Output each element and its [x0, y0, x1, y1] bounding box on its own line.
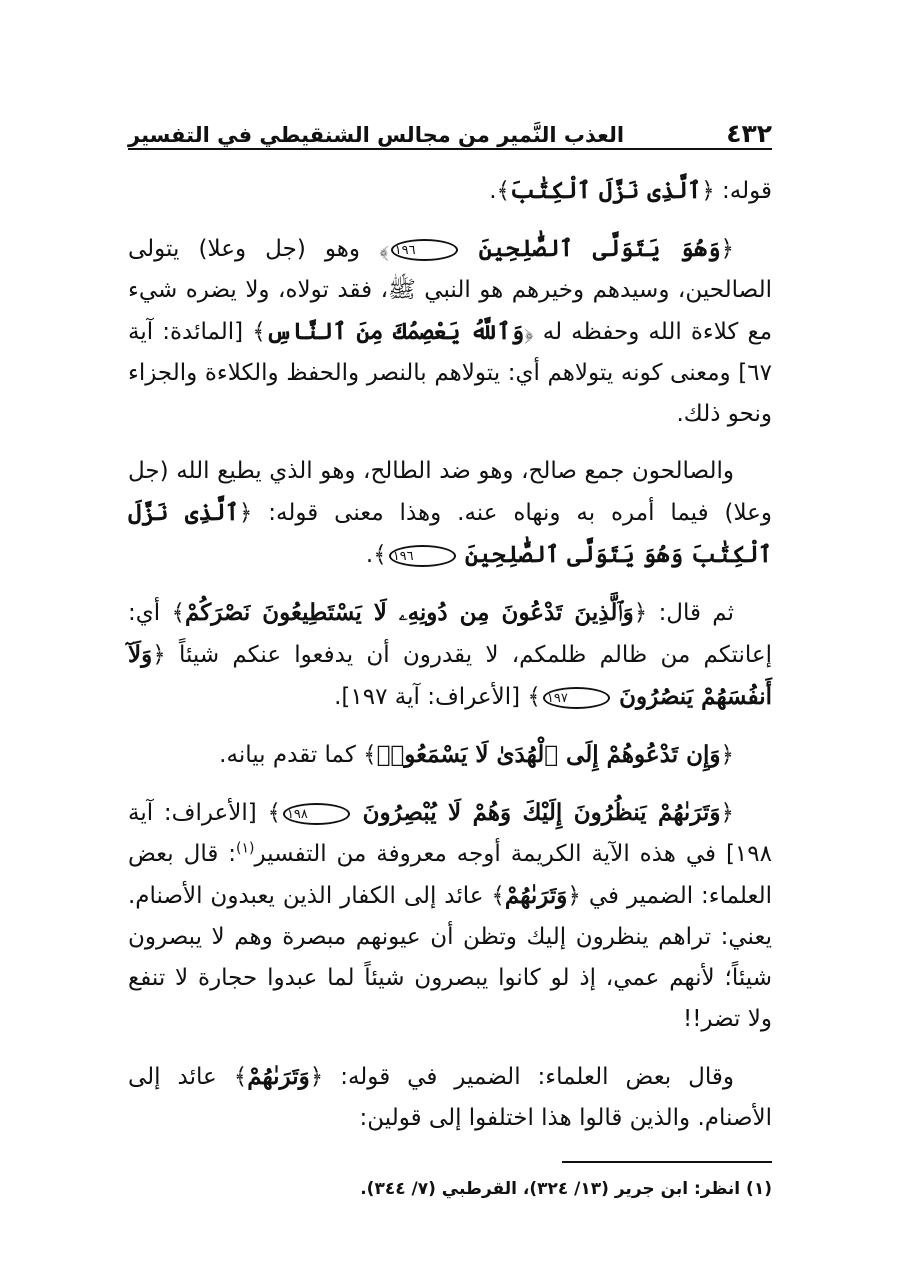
quran-quote: وَهُوَ يَتَوَلَّى ٱلصَّٰلِحِينَ	[478, 235, 721, 262]
paragraph-text: عائد إلى الأصنام. والذين قالوا هذا اختلفوا إلى قولين:	[128, 1064, 772, 1131]
quran-quote: وَتَرَىٰهُمْ	[504, 882, 568, 909]
paragraph-text: ثم قال:	[658, 600, 735, 626]
quran-quote: وَتَرَىٰهُمْ يَنظُرُونَ إِلَيْكَ وَهُمْ لَا يُبْصِرُونَ	[362, 799, 721, 826]
quran-bracket-close-icon: ﴾	[496, 178, 511, 204]
ayah-number-marker: ١٩٦	[391, 239, 458, 261]
paragraph-tail: .	[365, 542, 374, 568]
footnote-marker[interactable]: (١)	[236, 840, 255, 857]
page-body	[128, 170, 772, 1203]
quran-bracket-close-icon: ﴾	[363, 742, 377, 768]
quran-bracket-open-icon: ﴿	[720, 742, 734, 768]
paragraph-text: وهو (جل وعلا) يتولى الصالحين، وسيدهم وخيرهم هو النبي ﷺ، فقد تولاه، ولا يضره شيء مع كلاءة الله وحفظه له	[128, 236, 773, 345]
quran-bracket-close-icon: ﴾	[527, 684, 541, 710]
paragraph-text: والصالحون جمع صالح، وهو ضد الطالح، وهو الذي يطيع الله (جل وعلا) فيما أمره به ونهاه عنه. وهذا معنى قوله:	[128, 458, 772, 526]
quran-bracket-open-icon: ﴿	[633, 600, 648, 626]
ayah-number-marker: ١٩٨	[283, 803, 350, 825]
paragraph-5	[128, 734, 772, 776]
paragraph-text: : قال بعض العلماء: الضمير في	[128, 841, 773, 909]
quran-bracket-open-icon: ﴿	[238, 500, 253, 526]
paragraph-text: كما تقدم بيانه.	[219, 742, 356, 768]
paragraph-text: قوله:	[722, 178, 772, 204]
quran-bracket-close-icon: ﴾	[267, 800, 281, 826]
footnote: (١) انظر: ابن جرير (١٣/ ٣٢٤)، القرطبي (٧/ ٣٤٤).	[360, 1179, 772, 1199]
paragraph-6	[128, 792, 772, 1040]
paragraph-tail: .	[489, 178, 497, 204]
quran-quote: وَٱللَّهُ يَعْصِمُكَ مِنَ ٱلنَّاسِ	[265, 318, 525, 345]
running-title: العذب النَّمير من مجالس الشنقيطي في التفسير	[128, 123, 625, 147]
quran-bracket-close-icon: ﴾	[491, 883, 505, 909]
quran-quote: وَتَرَىٰهُمْ	[247, 1063, 310, 1090]
paragraph-3	[128, 451, 772, 576]
paragraph-4	[128, 592, 772, 718]
ayah-number-marker: ١٩٦	[389, 545, 456, 567]
quran-bracket-open-icon: ﴿	[720, 236, 735, 262]
quran-bracket-open-icon: ﴿	[152, 642, 166, 668]
quran-bracket-open-icon: ﴿	[567, 883, 581, 909]
quran-bracket-close-icon: ﴾	[252, 319, 266, 345]
paragraph-7	[128, 1056, 772, 1139]
quran-quote: ٱلَّذِى نَزَّلَ ٱلْكِتَٰبَ	[510, 177, 702, 204]
quran-bracket-close-icon: ﴾	[233, 1064, 248, 1090]
quran-bracket-close-icon: ﴾	[373, 542, 387, 568]
footnote-divider	[562, 1161, 772, 1163]
quran-bracket-close-icon: ﴾	[379, 236, 389, 262]
page-header	[128, 108, 772, 150]
paragraph-text: ومعنى كونه يتولاهم أي: يتولاهم بالنصر والحفظ والكلاءة والجزاء ونحو ذلك.	[128, 360, 772, 427]
quran-quote: ٱلَّذِى نَزَّلَ ٱلْكِتَٰبَ وَهُوَ يَتَوَلَّى ٱلصَّٰلِحِينَ	[128, 499, 772, 568]
paragraph-text: أي: إعانتكم من ظالم ظلمكم، لا يقدرون أن يدفعوا عنكم شيئاً	[128, 600, 772, 668]
verse-reference: [الأعراف: آية ١٩٧].	[334, 684, 521, 710]
paragraph-text: عائد إلى الكفار الذين يعبدون الأصنام. يعني: تراهم ينظرون إليك وتظن أن عيونهم مبصرة وهم لا يبصرون شيئاً؛ لأنهم عمي، إذ لو كانوا يبصرون شيئاً لما عبدوا حجارة لا تنفع ولا تضر!!	[128, 883, 772, 1032]
paragraph-text: وقال بعض العلماء: الضمير في قوله:	[340, 1064, 734, 1090]
quran-bracket-open-icon: ﴿	[720, 800, 735, 826]
page-number: ٤٣٢	[726, 119, 772, 148]
paragraph-2	[128, 228, 772, 435]
quran-bracket-close-icon: ﴾	[171, 600, 185, 626]
verse-reference: [الأعراف: آية ١٩٨]	[128, 800, 772, 867]
ayah-number-marker: ١٩٧	[543, 687, 610, 709]
verse-reference: [المائدة: آية ٦٧]	[128, 319, 772, 386]
paragraph-1	[128, 170, 772, 212]
quran-quote: وَلَآ أَنفُسَهُمْ يَنصُرُونَ	[128, 641, 772, 710]
quran-bracket-open-icon: ﴿	[524, 319, 534, 345]
quran-quote: وَإِن تَدْعُوهُمْ إِلَى ٱلْهُدَىٰ لَا يَسْمَعُوا۟	[376, 741, 721, 768]
quran-quote: وَٱلَّذِينَ تَدْعُونَ مِن دُونِهِۦ لَا يَسْتَطِيعُونَ نَصْرَكُمْ	[184, 599, 634, 626]
paragraph-text: في هذه الآية الكريمة أوجه معروفة من التفسير	[254, 841, 716, 867]
quran-bracket-open-icon: ﴿	[309, 1064, 324, 1090]
quran-bracket-open-icon: ﴿	[701, 178, 715, 204]
